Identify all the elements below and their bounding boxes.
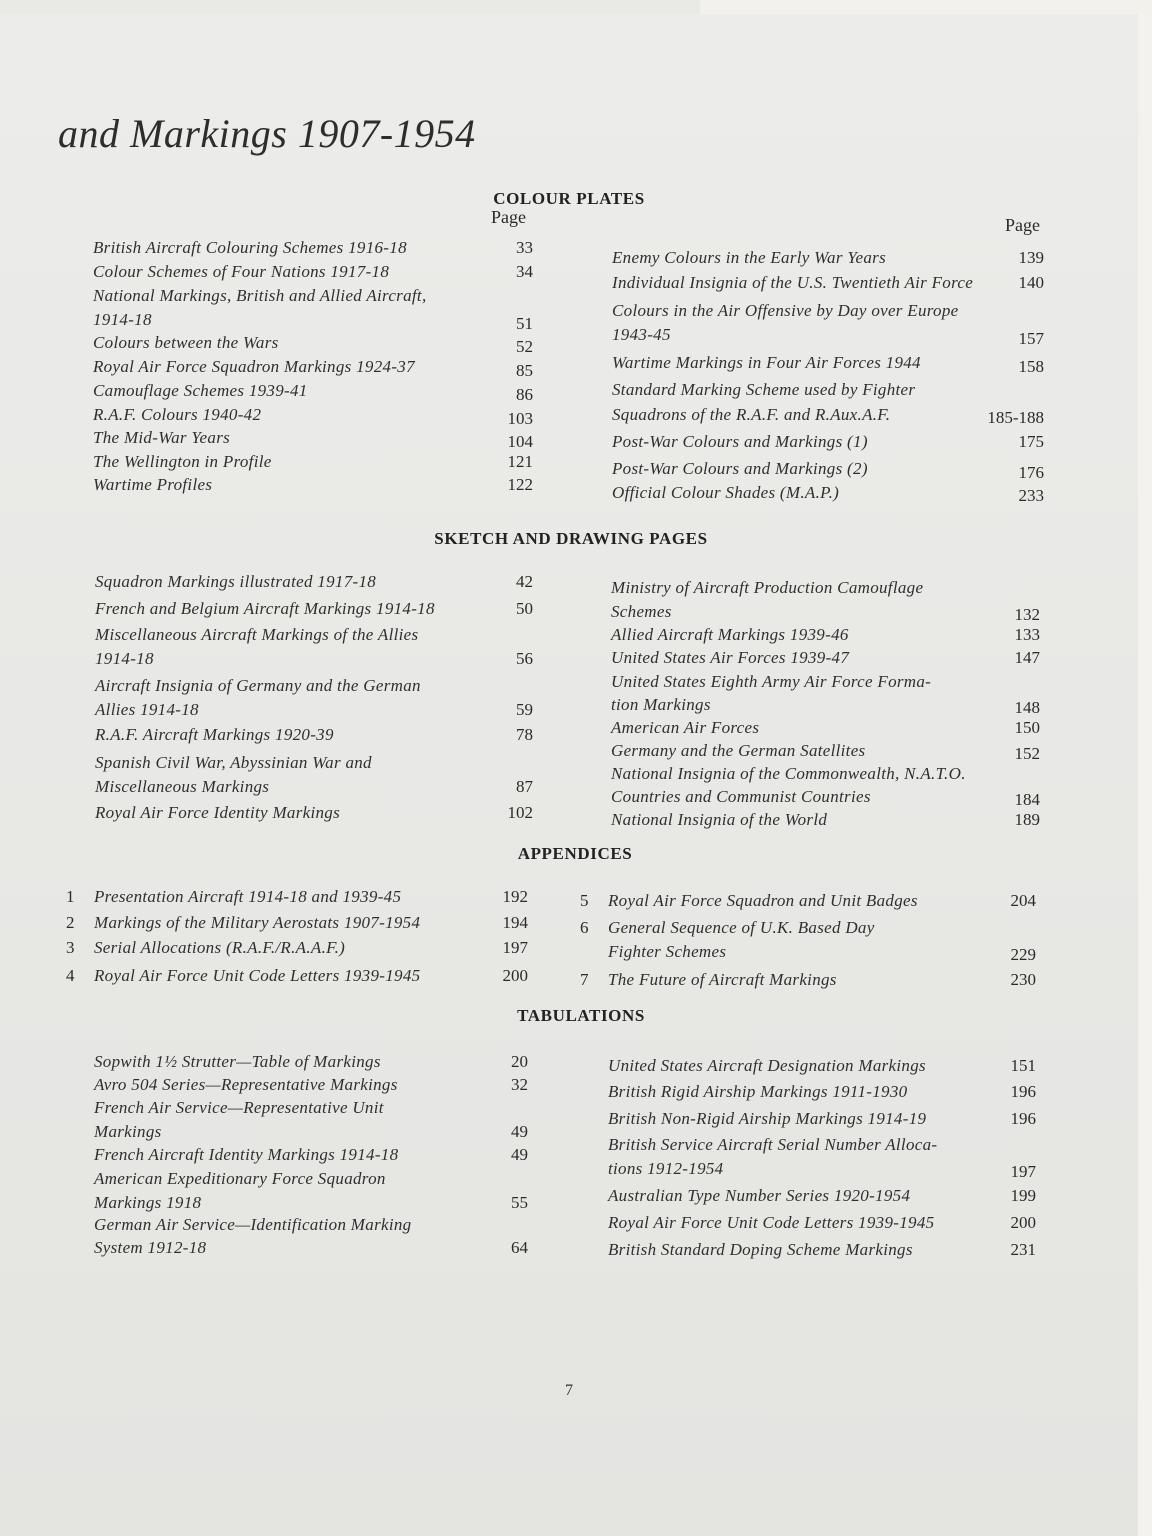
- contents-entry: [93, 355, 533, 379]
- entry-page-number: 200: [1010, 1213, 1036, 1232]
- contents-entry: [611, 693, 1040, 717]
- entry-title: Australian Type Number Series 1920-1954: [608, 1186, 911, 1205]
- entry-title: Avro 504 Series—Representative Markings: [94, 1075, 398, 1094]
- entry-title: Wartime Markings in Four Air Forces 1944: [612, 353, 921, 372]
- entry-title: United States Aircraft Designation Markings: [608, 1056, 926, 1075]
- contents-entry: [94, 1213, 528, 1237]
- entry-title: 1943-45: [612, 325, 671, 344]
- entry-page-number: 157: [1018, 329, 1044, 348]
- entry-title: General Sequence of U.K. Based Day: [608, 918, 875, 937]
- contents-entry: [580, 916, 1036, 940]
- contents-entry: [608, 1080, 1036, 1104]
- entry-title: Squadron Markings illustrated 1917-18: [95, 572, 377, 591]
- entry-title: tion Markings: [611, 695, 711, 714]
- contents-entry: [608, 1133, 1036, 1157]
- contents-entry: [93, 473, 533, 497]
- entry-title: Camouflage Schemes 1939-41: [93, 381, 308, 400]
- entry-title: French and Belgium Aircraft Markings 1914-18: [95, 599, 435, 618]
- entry-title: Individual Insignia of the U.S. Twentieth Air Force: [612, 273, 974, 292]
- page-title: and Markings 1907-1954: [58, 111, 476, 156]
- entry-page-number: 133: [1014, 625, 1040, 644]
- entry-title: Enemy Colours in the Early War Years: [612, 248, 886, 267]
- contents-entry: [611, 646, 1040, 670]
- contents-entry: [94, 1191, 528, 1215]
- entry-title: Colour Schemes of Four Nations 1917-18: [93, 262, 390, 281]
- contents-entry: [95, 674, 533, 698]
- contents-entry: [94, 1236, 528, 1260]
- appendix-number: 5: [580, 891, 589, 910]
- entry-page-number: 85: [516, 361, 533, 380]
- entry-title: The Future of Aircraft Markings: [608, 970, 837, 989]
- entry-page-number: 56: [516, 649, 533, 668]
- contents-entry: [95, 597, 533, 621]
- page-column-label-right: Page: [1005, 215, 1040, 235]
- entry-page-number: 158: [1018, 357, 1044, 376]
- entry-title: British Service Aircraft Serial Number Alloca-: [608, 1135, 938, 1154]
- entry-title: Serial Allocations (R.A.F./R.A.A.F.): [94, 938, 346, 957]
- entry-title: National Insignia of the World: [611, 810, 828, 829]
- appendix-number: 2: [66, 913, 75, 932]
- entry-title: The Mid-War Years: [93, 428, 231, 447]
- contents-entry: [93, 260, 533, 284]
- entry-title: Standard Marking Scheme used by Fighter: [612, 380, 916, 399]
- contents-entry: [580, 889, 1036, 913]
- entry-title: Miscellaneous Markings: [95, 777, 270, 796]
- contents-entry: [608, 1107, 1036, 1131]
- contents-entry: [608, 940, 1036, 964]
- entry-title: British Rigid Airship Markings 1911-1930: [608, 1082, 908, 1101]
- entry-title: Germany and the German Satellites: [611, 741, 866, 760]
- contents-entry: [94, 1143, 528, 1167]
- entry-title: Squadrons of the R.A.F. and R.Aux.A.F.: [612, 405, 891, 424]
- entry-page-number: 87: [516, 777, 533, 796]
- contents-entry: [608, 1054, 1036, 1078]
- contents-entry: [611, 576, 1040, 600]
- contents-entry: [94, 1167, 528, 1191]
- appendix-number: 6: [580, 918, 589, 937]
- contents-entry: [95, 751, 533, 775]
- entry-page-number: 196: [1010, 1082, 1036, 1101]
- entry-page-number: 59: [516, 700, 533, 719]
- entry-title: The Wellington in Profile: [93, 452, 272, 471]
- entry-title: Royal Air Force Squadron Markings 1924-37: [93, 357, 415, 376]
- entry-page-number: 139: [1018, 248, 1044, 267]
- entry-page-number: 229: [1010, 945, 1036, 964]
- contents-entry: [66, 964, 528, 988]
- section-heading-appendices: APPENDICES: [517, 844, 633, 863]
- entry-title: Ministry of Aircraft Production Camouflage: [611, 578, 924, 597]
- entry-title: Markings of the Military Aerostats 1907-1954: [94, 913, 421, 932]
- entry-title: Markings: [94, 1122, 162, 1141]
- contents-entry: [95, 570, 533, 594]
- entry-page-number: 132: [1014, 605, 1040, 624]
- entry-title: French Air Service—Representative Unit: [94, 1098, 384, 1117]
- entry-page-number: 150: [1014, 718, 1040, 737]
- entry-page-number: 184: [1014, 790, 1040, 809]
- entry-title: National Insignia of the Commonwealth, N.A.T.O.: [611, 764, 966, 783]
- entry-title: British Standard Doping Scheme Markings: [608, 1240, 913, 1259]
- entry-title: Allied Aircraft Markings 1939-46: [611, 625, 849, 644]
- entry-page-number: 34: [516, 262, 533, 281]
- appendix-number: 3: [66, 938, 75, 957]
- contents-entry: [608, 1238, 1036, 1262]
- entry-title: Presentation Aircraft 1914-18 and 1939-45: [94, 887, 402, 906]
- contents-entry: [95, 801, 533, 825]
- entry-page-number: 55: [511, 1193, 528, 1212]
- entry-page-number: 42: [516, 572, 533, 591]
- entry-title: Spanish Civil War, Abyssinian War and: [95, 753, 372, 772]
- entry-page-number: 121: [507, 452, 533, 471]
- entry-title: Colours between the Wars: [93, 333, 279, 352]
- contents-entry: [611, 785, 1040, 809]
- contents-entry: [612, 481, 1044, 505]
- entry-page-number: 49: [511, 1145, 528, 1164]
- contents-entry: [93, 331, 533, 355]
- contents-entry: [608, 1211, 1036, 1235]
- section-heading-colour-plates: COLOUR PLATES: [493, 189, 645, 208]
- contents-entry: [93, 426, 533, 450]
- entry-page-number: 196: [1010, 1109, 1036, 1128]
- contents-entry: [94, 1073, 528, 1097]
- section-heading-sketch-pages: SKETCH AND DRAWING PAGES: [434, 529, 708, 548]
- contents-entry: [580, 968, 1036, 992]
- contents-entry: [611, 670, 1040, 694]
- entry-title: American Air Forces: [611, 718, 760, 737]
- entry-title: System 1912-18: [94, 1238, 207, 1257]
- entry-title: Royal Air Force Unit Code Letters 1939-1945: [608, 1213, 935, 1232]
- contents-entry: [93, 308, 533, 332]
- entry-page-number: 151: [1010, 1056, 1036, 1075]
- entry-title: British Non-Rigid Airship Markings 1914-19: [608, 1109, 927, 1128]
- contents-entry: [66, 936, 528, 960]
- entry-page-number: 197: [1010, 1162, 1036, 1181]
- contents-entry: [94, 1120, 528, 1144]
- entry-title: 1914-18: [93, 310, 152, 329]
- contents-entry: [611, 716, 1040, 740]
- entry-page-number: 175: [1018, 432, 1044, 451]
- contents-entry: [66, 885, 528, 909]
- appendix-number: 4: [66, 966, 75, 985]
- entry-title: Colours in the Air Offensive by Day over Europe: [612, 301, 959, 320]
- entry-page-number: 231: [1010, 1240, 1036, 1259]
- entry-title: National Markings, British and Allied Aircraft,: [93, 286, 427, 305]
- entry-title: British Aircraft Colouring Schemes 1916-18: [93, 238, 407, 257]
- entry-page-number: 122: [507, 475, 533, 494]
- entry-title: Post-War Colours and Markings (2): [612, 459, 868, 478]
- contents-entry: [612, 403, 1044, 427]
- entry-page-number: 103: [507, 409, 533, 428]
- entry-page-number: 104: [507, 432, 533, 451]
- page-top-edge: [700, 0, 1152, 14]
- contents-entry: [612, 271, 1044, 295]
- entry-page-number: 185-188: [987, 408, 1044, 427]
- contents-entry: [95, 775, 533, 799]
- entry-title: French Aircraft Identity Markings 1914-18: [94, 1145, 399, 1164]
- entry-page-number: 49: [511, 1122, 528, 1141]
- contents-entry: [93, 379, 533, 403]
- contents-entry: [608, 1184, 1036, 1208]
- contents-entry: [612, 299, 1044, 323]
- entry-title: Fighter Schemes: [608, 942, 727, 961]
- entry-title: American Expeditionary Force Squadron: [94, 1169, 386, 1188]
- next-page-edge: [1138, 14, 1152, 1536]
- entry-title: United States Air Forces 1939-47: [611, 648, 850, 667]
- contents-entry: [94, 1050, 528, 1074]
- entry-page-number: 189: [1014, 810, 1040, 829]
- entry-title: R.A.F. Aircraft Markings 1920-39: [95, 725, 334, 744]
- entry-page-number: 78: [516, 725, 533, 744]
- contents-entry: [95, 723, 533, 747]
- entry-page-number: 102: [507, 803, 533, 822]
- page-column-label-left: Page: [491, 207, 526, 227]
- contents-entry: [611, 623, 1040, 647]
- entry-title: tions 1912-1954: [608, 1159, 724, 1178]
- contents-entry: [95, 647, 533, 671]
- contents-entry: [611, 808, 1040, 832]
- section-heading-tabulations: TABULATIONS: [517, 1006, 645, 1025]
- entry-page-number: 64: [511, 1238, 528, 1257]
- entry-title: Markings 1918: [94, 1193, 202, 1212]
- entry-page-number: 204: [1010, 891, 1036, 910]
- entry-page-number: 140: [1018, 273, 1044, 292]
- entry-page-number: 233: [1018, 486, 1044, 505]
- entry-page-number: 50: [516, 599, 533, 618]
- entry-title: Post-War Colours and Markings (1): [612, 432, 868, 451]
- entry-page-number: 86: [516, 385, 533, 404]
- contents-entry: [612, 351, 1044, 375]
- entry-title: Royal Air Force Identity Markings: [95, 803, 341, 822]
- contents-entry: [612, 323, 1044, 347]
- entry-title: Royal Air Force Unit Code Letters 1939-1945: [94, 966, 421, 985]
- entry-page-number: 33: [516, 238, 533, 257]
- entry-title: Sopwith 1½ Strutter—Table of Markings: [94, 1052, 381, 1071]
- entry-page-number: 230: [1010, 970, 1036, 989]
- entry-title: Miscellaneous Aircraft Markings of the Allies: [95, 625, 419, 644]
- entry-title: Royal Air Force Squadron and Unit Badges: [608, 891, 918, 910]
- entry-page-number: 199: [1010, 1186, 1036, 1205]
- contents-entry: [612, 378, 1044, 402]
- contents-entry: [93, 450, 533, 474]
- appendix-number: 7: [580, 970, 589, 989]
- contents-entry: [612, 457, 1044, 481]
- entry-page-number: 197: [502, 938, 528, 957]
- entry-title: Schemes: [611, 602, 672, 621]
- contents-entry: [66, 911, 528, 935]
- entry-page-number: 20: [511, 1052, 528, 1071]
- contents-entry: [611, 739, 1040, 763]
- contents-entry: [93, 236, 533, 260]
- entry-page-number: 176: [1018, 463, 1044, 482]
- entry-page-number: 147: [1014, 648, 1040, 667]
- entry-title: German Air Service—Identification Marking: [94, 1215, 412, 1234]
- contents-entry: [95, 623, 533, 647]
- contents-entry: [608, 1157, 1036, 1181]
- entry-page-number: 200: [502, 966, 528, 985]
- entry-page-number: 51: [516, 314, 533, 333]
- entry-page-number: 32: [511, 1075, 528, 1094]
- entry-title: R.A.F. Colours 1940-42: [93, 405, 262, 424]
- entry-title: Aircraft Insignia of Germany and the German: [95, 676, 421, 695]
- entry-title: United States Eighth Army Air Force Forma-: [611, 672, 932, 691]
- entry-page-number: 152: [1014, 744, 1040, 763]
- entry-page-number: 52: [516, 337, 533, 356]
- contents-entry: [611, 600, 1040, 624]
- contents-entry: [611, 762, 1040, 786]
- contents-entry: [612, 430, 1044, 454]
- entry-title: 1914-18: [95, 649, 154, 668]
- entry-title: Official Colour Shades (M.A.P.): [612, 483, 840, 502]
- entry-page-number: 194: [502, 913, 528, 932]
- entry-title: Allies 1914-18: [95, 700, 199, 719]
- entry-title: Wartime Profiles: [93, 475, 213, 494]
- contents-entry: [95, 698, 533, 722]
- page-number: 7: [565, 1382, 573, 1399]
- entry-page-number: 148: [1014, 698, 1040, 717]
- appendix-number: 1: [66, 887, 75, 906]
- contents-entry: [94, 1096, 528, 1120]
- contents-entry: [93, 403, 533, 427]
- contents-entry: [612, 246, 1044, 270]
- contents-entry: [93, 284, 533, 308]
- book-page: [0, 14, 1139, 1536]
- entry-page-number: 192: [502, 887, 528, 906]
- entry-title: Countries and Communist Countries: [611, 787, 871, 806]
